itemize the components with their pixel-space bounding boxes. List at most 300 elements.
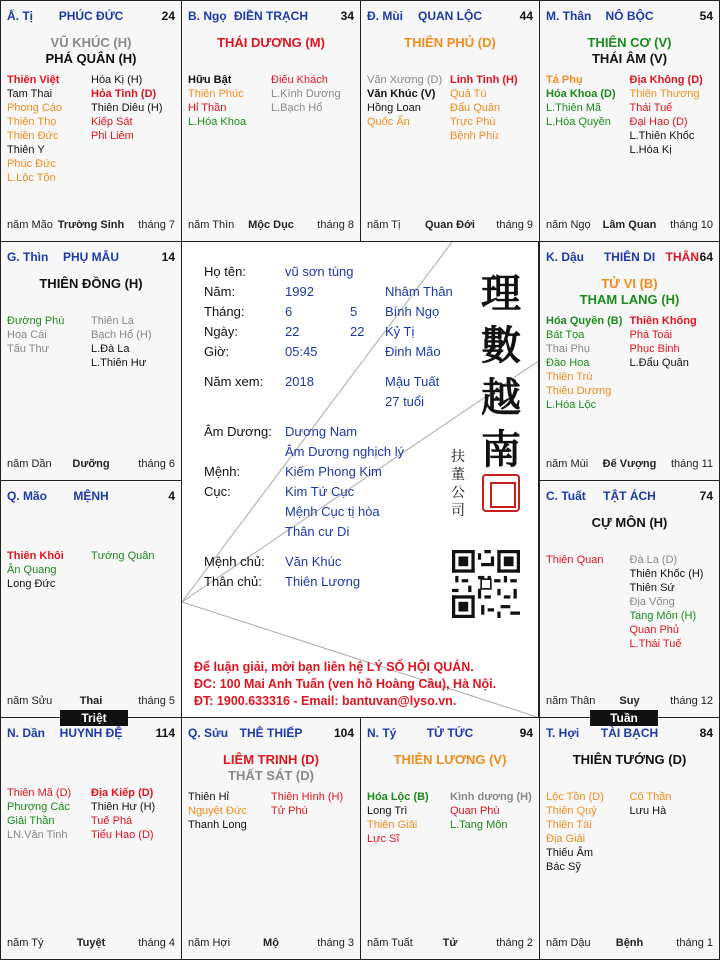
minor-star: Lộc Tồn (D) [546, 791, 604, 803]
star-column-left [7, 549, 91, 591]
main-star: THAM LANG (H) [579, 292, 680, 307]
than-marker: THÂN [665, 250, 699, 264]
palace-position: G. Thìn [7, 250, 49, 264]
minor-star: Tướng Quân [91, 550, 155, 562]
star-column-right [91, 73, 175, 143]
tuan-badge: Tuần [590, 710, 658, 726]
minor-star: Tang Môn (H) [629, 610, 697, 622]
minor-star: Thiên Hình (H) [271, 791, 344, 803]
footer-phase: Lâm Quan [602, 219, 657, 231]
value-view-can: Mậu Tuất [385, 374, 440, 389]
palace-position: Q. Mão [7, 489, 48, 503]
value-menh-chu: Văn Khúc [285, 554, 342, 569]
minor-star: Nguyệt Đức [188, 805, 247, 817]
footer-phase: Mộ [263, 937, 279, 949]
footer-year: năm Dần [7, 458, 52, 470]
palace-number: 64 [699, 250, 713, 264]
palace-hoi-tai-bach [539, 717, 720, 960]
label-view-year: Năm xem: [204, 374, 264, 389]
value-day-lunar: 22 [350, 324, 365, 339]
palace-than-no-boc [539, 0, 720, 242]
star-column-left [546, 790, 630, 874]
main-stars [540, 35, 719, 67]
footer-phase: Mộc Dục [248, 219, 294, 231]
footer-month: tháng 6 [138, 458, 175, 470]
minor-star: Thiên Khốc (H) [629, 568, 704, 580]
palace-name: HUYNH ĐỆ [59, 726, 123, 740]
minor-star: Địa Võng [629, 596, 675, 608]
minor-star: Thiên Đức [7, 130, 59, 142]
palace-header [546, 726, 713, 742]
palace-position: T. Hợi [546, 726, 580, 740]
main-star: PHÁ QUÂN (H) [45, 51, 137, 66]
palace-name: THÊ THIẾP [239, 726, 303, 740]
minor-star: Kiếp Sát [91, 116, 133, 128]
footer-month: tháng 2 [496, 937, 533, 949]
minor-star: L.Thiên Mã [546, 102, 602, 114]
palace-footer [367, 219, 533, 233]
value-view-year: 2018 [285, 374, 314, 389]
minor-star: Long Trì [367, 805, 408, 817]
palace-ty-phuc-duc [0, 0, 182, 242]
minor-star: Phá Toái [629, 329, 673, 341]
main-star: THIÊN TƯỚNG (D) [572, 752, 687, 767]
value-day-can: Kỷ Tị [385, 324, 415, 339]
palace-tuat-tat-ach [539, 480, 720, 718]
minor-star: Thiếu Âm [546, 847, 594, 859]
main-stars [540, 515, 719, 531]
footer-month: tháng 7 [138, 219, 175, 231]
minor-star: Địa Giải [546, 833, 586, 845]
minor-star: Lực Sĩ [367, 833, 400, 845]
minor-star: L.Hóa Quyền [546, 116, 611, 128]
footer-phase: Tử [442, 937, 458, 949]
minor-star: Thiên Phúc [188, 88, 244, 100]
minor-star: Thiên Y [7, 144, 45, 156]
label-hour: Giờ: [204, 344, 230, 359]
minor-star: Thiên Diêu (H) [91, 102, 163, 114]
main-stars [182, 35, 360, 51]
palace-header [7, 9, 175, 25]
palace-header [546, 250, 713, 266]
main-stars [182, 752, 360, 784]
minor-star: Đẩu Quân [450, 102, 501, 114]
palace-number: 44 [519, 9, 533, 23]
minor-star: Đào Hoa [546, 357, 590, 369]
minor-star: Hóa Kị (H) [91, 74, 143, 86]
minor-star: Thiên Quý [546, 805, 597, 817]
footer-year: năm Hợi [188, 937, 231, 949]
star-column-right [91, 786, 175, 842]
minor-star: Thanh Long [188, 819, 247, 831]
value-am-duong-note: Âm Dương nghịch lý [285, 444, 405, 459]
main-stars [361, 35, 539, 51]
minor-star: Lưu Hà [629, 805, 667, 817]
footer-phase: Bệnh [615, 937, 644, 949]
minor-star: Hữu Bật [188, 74, 232, 86]
star-column-left [367, 73, 450, 129]
contact-phone-email[interactable]: ĐT: 1900.633316 - Email: bantuvan@lyso.vn. [194, 694, 457, 708]
label-am-duong: Âm Dương: [204, 424, 272, 439]
minor-star: Đường Phù [7, 315, 65, 327]
label-menh: Mệnh: [204, 464, 241, 479]
palace-position: C. Tuất [546, 489, 586, 503]
star-column-left [7, 73, 91, 185]
minor-star: Văn Xương (D) [367, 74, 443, 86]
minor-star: Tử Phù [271, 805, 308, 817]
center-info-panel [181, 241, 539, 718]
minor-star: Linh Tinh (H) [450, 74, 518, 86]
palace-name: PHỤ MẪU [63, 250, 119, 264]
minor-star: Thiên Hỉ [188, 791, 229, 803]
ly-so-viet-nam-logo [466, 268, 536, 476]
palace-header [367, 726, 533, 742]
value-month-can: Bính Ngọ [385, 304, 440, 319]
minor-star: Kình dương (H) [450, 791, 532, 803]
minor-star: L.Kình Dương [271, 88, 341, 100]
main-star: THÁI ÂM (V) [591, 51, 668, 66]
palace-number: 94 [519, 726, 533, 740]
footer-phase: Dưỡng [72, 458, 110, 470]
palace-number: 114 [155, 726, 175, 740]
palace-header [7, 489, 175, 505]
minor-star: Thái Tuế [629, 102, 673, 114]
contact-line-1: Để luận giải, mời bạn liên hệ LÝ SỐ HỘI QUÁN. [194, 660, 474, 674]
palace-footer [7, 695, 175, 709]
palace-header [546, 489, 713, 505]
label-cuc: Cục: [204, 484, 231, 499]
palace-name: MỆNH [73, 489, 109, 503]
label-than-chu: Thân chủ: [204, 574, 262, 589]
main-star: TỬ VI (B) [601, 276, 658, 291]
palace-mao-menh [0, 480, 182, 718]
star-column-right [271, 73, 354, 115]
footer-phase: Quan Đới [425, 219, 475, 231]
value-day: 22 [285, 324, 300, 339]
minor-star: L.Đẩu Quân [629, 357, 689, 369]
value-age: 27 tuổi [385, 394, 425, 409]
minor-star: LN.Văn Tinh [7, 829, 68, 841]
minor-star: L.Hóa Kị [629, 144, 672, 156]
star-column-right [630, 314, 714, 370]
minor-star: Thiên Sứ [629, 582, 675, 594]
footer-phase: Thai [79, 695, 103, 707]
triet-badge: Triệt [60, 710, 128, 726]
minor-star: Bạch Hổ (H) [91, 329, 152, 341]
palace-position: Ấ. Tị [7, 9, 33, 23]
main-stars [540, 276, 719, 308]
palace-number: 74 [699, 489, 713, 503]
minor-star: Hóa Quyền (B) [546, 315, 623, 327]
value-menh: Kiếm Phong Kim [285, 464, 382, 479]
palace-footer [367, 937, 533, 951]
palace-name: ĐIỀN TRẠCH [234, 9, 308, 23]
footer-year: năm Tị [367, 219, 401, 231]
palace-footer [546, 219, 713, 233]
minor-star: Giải Thần [7, 815, 55, 827]
footer-year: năm Dậu [546, 937, 591, 949]
minor-star: Điếu Khách [271, 74, 328, 86]
minor-star: Thiên Tài [546, 819, 592, 831]
minor-star: Hóa Lộc (B) [367, 791, 429, 803]
footer-month: tháng 11 [670, 458, 713, 470]
minor-star: Quả Tú [450, 88, 487, 100]
palace-footer [7, 937, 175, 951]
palace-footer [546, 458, 713, 472]
footer-month: tháng 3 [317, 937, 354, 949]
palace-position: Đ. Mùi [367, 9, 403, 23]
minor-star: Thiên Trù [546, 371, 593, 383]
seal-char: 扶 [451, 449, 465, 465]
palace-thin-phu-mau [0, 241, 182, 481]
star-column-left [546, 73, 630, 129]
star-column-right [271, 790, 354, 818]
palace-name: NÔ BỘC [605, 9, 654, 23]
footer-phase: Tuyệt [76, 937, 106, 949]
main-stars [361, 752, 539, 768]
palace-name: TÀI BẠCH [600, 726, 659, 740]
palace-name: PHÚC ĐỨC [58, 9, 124, 23]
value-cuc-note: Mệnh Cục tị hòa [285, 504, 380, 519]
minor-star: Bệnh Phù [450, 130, 499, 142]
palace-number: 4 [168, 489, 175, 503]
value-name: vũ sơn tùng [285, 264, 354, 279]
minor-star: L.Hóa Lộc [546, 399, 597, 411]
label-year: Năm: [204, 284, 236, 299]
palace-name: THIÊN DI [603, 250, 656, 264]
seal-char: 董 [451, 467, 465, 483]
star-column-left [546, 314, 630, 412]
value-than-chu: Thiên Lương [285, 574, 361, 589]
palace-position: N. Tý [367, 726, 397, 740]
footer-phase: Trường Sinh [57, 219, 125, 231]
minor-star: Hỏa Tinh (D) [91, 88, 157, 100]
palace-name: TẬT ÁCH [603, 489, 656, 503]
palace-number: 24 [161, 9, 175, 23]
footer-month: tháng 4 [138, 937, 175, 949]
minor-star: Thiên Hư (H) [91, 801, 156, 813]
minor-star: Thiên Mã (D) [7, 787, 72, 799]
minor-star: L.Đà La [91, 343, 130, 355]
footer-year: năm Tuất [367, 937, 413, 949]
minor-star: Tuế Phá [91, 815, 133, 827]
footer-month: tháng 9 [496, 219, 533, 231]
palace-number: 54 [699, 9, 713, 23]
palace-position: B. Ngọ [188, 9, 227, 23]
minor-star: Quan Phù [450, 805, 500, 817]
palace-header [7, 250, 175, 266]
minor-star: Phúc Đức [7, 158, 56, 170]
minor-star: Hoa Cái [7, 329, 47, 341]
footer-month: tháng 12 [670, 695, 713, 707]
calligraphy-char: 數 [481, 322, 521, 369]
minor-star: Cô Thần [629, 791, 672, 803]
main-star: CỰ MÔN (H) [591, 515, 668, 530]
minor-star: Địa Không (D) [629, 74, 703, 86]
minor-star: Quốc Ấn [367, 116, 410, 128]
palace-number: 34 [340, 9, 354, 23]
value-am-duong: Dương Nam [285, 424, 358, 439]
minor-star: Văn Khúc (V) [367, 88, 436, 100]
minor-star: Long Đức [7, 578, 56, 590]
value-hour: 05:45 [285, 344, 318, 359]
calligraphy-char: 越 [481, 374, 521, 421]
minor-star: L.Lộc Tồn [7, 172, 56, 184]
star-column-left [367, 790, 450, 846]
minor-star: Thai Phụ [546, 343, 591, 355]
main-star: VŨ KHÚC (H) [50, 35, 132, 50]
minor-star: Tam Thai [7, 88, 53, 100]
footer-month: tháng 5 [138, 695, 175, 707]
palace-header [7, 726, 175, 742]
palace-name: TỬ TỨC [426, 726, 474, 740]
red-seal-stamp-icon [482, 474, 520, 512]
minor-star: Bác Sỹ [546, 861, 581, 873]
minor-star: Đà La (D) [629, 554, 678, 566]
small-seal-text [448, 448, 468, 520]
palace-footer [7, 219, 175, 233]
palace-ngo-dien-trach [181, 0, 361, 242]
palace-header [546, 9, 713, 25]
label-day: Ngày: [204, 324, 238, 339]
minor-star: Đại Hao (D) [629, 116, 688, 128]
label-month: Tháng: [204, 304, 245, 319]
palace-number: 14 [161, 250, 175, 264]
main-star: THIÊN LƯƠNG (V) [393, 752, 507, 767]
minor-star: Địa Kiếp (D) [91, 787, 154, 799]
palace-footer [7, 458, 175, 472]
minor-star: Thiên Giải [367, 819, 418, 831]
footer-month: tháng 1 [676, 937, 713, 949]
palace-suu-the-thiep [181, 717, 361, 960]
value-month: 6 [285, 304, 293, 319]
footer-year: năm Sửu [7, 695, 53, 707]
footer-year: năm Mùi [546, 458, 589, 470]
qr-code-icon[interactable] [452, 550, 520, 618]
palace-header [367, 9, 533, 25]
main-star: THIÊN PHỦ (D) [404, 35, 496, 50]
main-star: THÁI DƯƠNG (M) [217, 35, 325, 50]
footer-year: năm Mão [7, 219, 53, 231]
calligraphy-char: 理 [481, 270, 521, 317]
label-menh-chu: Mệnh chủ: [204, 554, 265, 569]
minor-star: Thiên La [91, 315, 134, 327]
seal-char: 司 [451, 503, 465, 519]
main-star: LIÊM TRINH (D) [222, 752, 320, 767]
minor-star: Thiên Khống [629, 315, 697, 327]
minor-star: Thiên Thương [629, 88, 700, 100]
palace-footer [188, 937, 354, 951]
minor-star: Thiếu Dương [546, 385, 612, 397]
palace-name: QUAN LỘC [418, 9, 482, 23]
value-than-cu: Thân cư Di [285, 524, 350, 539]
palace-ty-tu-tuc [360, 717, 540, 960]
value-year-can: Nhâm Thân [385, 284, 453, 299]
main-star: THẤT SÁT (D) [228, 768, 314, 783]
star-column-left [7, 786, 91, 842]
seal-char: 公 [451, 485, 465, 501]
footer-year: năm Thìn [188, 219, 235, 231]
palace-header [188, 9, 354, 25]
minor-star: Tả Phụ [546, 74, 583, 86]
minor-star: Phi Liêm [91, 130, 134, 142]
footer-month: tháng 10 [670, 219, 713, 231]
minor-star: Tiểu Hao (D) [91, 829, 154, 841]
main-stars [1, 35, 181, 67]
minor-star: Hóa Khoa (D) [546, 88, 616, 100]
footer-year: năm Tý [7, 937, 44, 949]
main-star: THIÊN ĐỒNG (H) [39, 276, 143, 291]
main-stars [1, 276, 181, 292]
star-column-left [188, 73, 271, 129]
minor-star: L.Bạch Hổ [271, 102, 323, 114]
minor-star: L.Thiên Khốc [629, 130, 695, 142]
footer-phase: Suy [619, 695, 640, 707]
value-month-lunar: 5 [350, 304, 358, 319]
minor-star: L.Tang Môn [450, 819, 508, 831]
contact-address: ĐC: 100 Mai Anh Tuấn (ven hồ Hoàng Cầu), Hà Nội. [194, 677, 497, 691]
star-column-right [91, 549, 175, 563]
palace-position: K. Dậu [546, 250, 585, 264]
footer-month: tháng 8 [317, 219, 354, 231]
footer-year: năm Ngọ [546, 219, 591, 231]
star-column-left [7, 314, 91, 356]
minor-star: Hồng Loan [367, 102, 421, 114]
star-column-right [91, 314, 175, 370]
palace-mui-quan-loc [360, 0, 540, 242]
minor-star: L.Thái Tuế [629, 638, 682, 650]
calligraphy-char: 南 [481, 426, 521, 473]
minor-star: Thiên Quan [546, 554, 604, 566]
minor-star: L.Hóa Khoa [188, 116, 247, 128]
minor-star: Phong Cáo [7, 102, 63, 114]
minor-star: Trực Phù [450, 116, 496, 128]
minor-star: Hỉ Thần [188, 102, 227, 114]
palace-footer [188, 219, 354, 233]
star-column-right [630, 553, 714, 651]
minor-star: Thiên Việt [7, 74, 60, 86]
minor-star: Quan Phủ [629, 624, 680, 636]
footer-phase: Đế Vượng [602, 458, 657, 470]
label-name: Họ tên: [204, 264, 246, 279]
palace-position: N. Dần [7, 726, 46, 740]
minor-star: Tấu Thư [7, 343, 50, 355]
minor-star: Thiên Khôi [7, 550, 64, 562]
star-column-left [188, 790, 271, 832]
minor-star: L.Thiên Hư [91, 357, 147, 369]
star-column-right [450, 790, 533, 832]
palace-header [188, 726, 354, 742]
palace-position: M. Thân [546, 9, 592, 23]
palace-footer [546, 695, 713, 709]
main-stars [540, 752, 719, 768]
minor-star: Phục Binh [629, 343, 680, 355]
star-column-right [450, 73, 533, 143]
palace-number: 84 [699, 726, 713, 740]
value-hour-can: Đinh Mão [385, 344, 441, 359]
star-column-right [630, 790, 714, 818]
star-column-right [630, 73, 714, 157]
palace-number: 104 [333, 726, 354, 740]
main-star: THIÊN CƠ (V) [587, 35, 672, 50]
palace-position: Q. Sửu [188, 726, 229, 740]
minor-star: Bát Tọa [546, 329, 585, 341]
minor-star: Ân Quang [7, 564, 57, 576]
star-column-left [546, 553, 630, 567]
value-cuc: Kim Tứ Cục [285, 484, 355, 499]
palace-dau-thien-di [539, 241, 720, 481]
value-year: 1992 [285, 284, 314, 299]
